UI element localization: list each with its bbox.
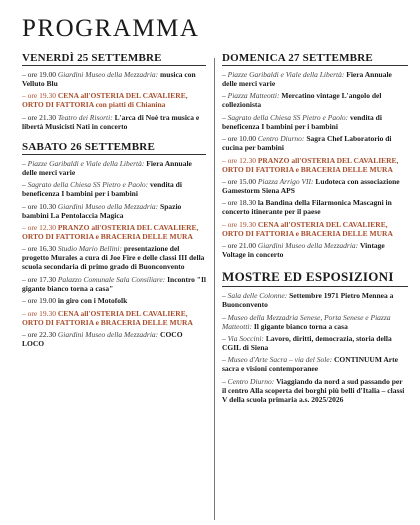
event-item <box>222 177 408 195</box>
event-text: PRANZO all'OSTERIA DEL CAVALIERE, ORTO DI FATTORIA e BRACERIA DELLE MURA <box>222 155 399 174</box>
event-item <box>222 355 408 373</box>
event-text: COCO LOCO <box>22 329 183 348</box>
event-item <box>222 241 408 259</box>
day-heading: SABATO 26 SETTEMBRE <box>22 141 206 155</box>
event-item <box>222 134 408 152</box>
event-place: Giardini Museo della Mezzadria: <box>257 241 359 251</box>
event-text: Fiera Annuale delle merci varie <box>22 158 192 177</box>
day-heading: VENERDÌ 25 SETTEMBRE <box>22 52 206 66</box>
event-place: Giardini Museo della Mezzadria: <box>57 70 159 79</box>
event-text: Incontro "Il gigante bianco torna a casa" <box>22 274 206 293</box>
event-text: in giro con i Motofolk <box>57 296 128 306</box>
event-item <box>22 159 206 177</box>
page-title: PROGRAMMA <box>22 15 200 42</box>
column-divider <box>214 58 215 520</box>
event-place: Sala delle Colonne: <box>227 291 288 301</box>
event-time: ore 12.30 <box>27 222 56 232</box>
event-text: Viaggiando da nord a sud passando per il centro Alla scoperta dei borghi più belli d'Italia – classi V della scuola primaria a.s. 2025/2026 <box>222 376 405 404</box>
event-text: Settembre 1971 Pietro Mennea a Buonconvento <box>222 291 394 310</box>
event-item <box>222 70 408 88</box>
dash-marker: – <box>22 112 28 122</box>
event-place: Museo della Mezzadria Senese, Porta Senese e Piazza Matteotti: <box>222 312 391 331</box>
day-heading: DOMENICA 27 SETTEMBRE <box>222 52 408 66</box>
event-place: Studio Mario Bellini: <box>57 244 122 254</box>
event-time: ore 12.30 <box>227 155 256 165</box>
dash-marker: – <box>22 70 28 79</box>
event-place: Teatro dei Risorti: <box>57 112 113 122</box>
event-text: musica con Velluto Blu <box>22 70 196 88</box>
dash-marker: – <box>22 329 28 339</box>
dash-marker: – <box>222 241 228 251</box>
event-time: ore 10.30 <box>27 201 56 211</box>
event-time: ore 21.00 <box>227 241 256 251</box>
event-place: Piazze Garibaldi e Viale della Libertà: <box>227 70 345 79</box>
day-heading: MOSTRE ED ESPOSIZIONI <box>222 269 408 287</box>
event-text: CENA all'OSTERIA DEL CAVALIERE, ORTO DI FATTORIA e BRACERIA DELLE MURA <box>22 308 193 327</box>
event-place: Piazza Matteotti: <box>227 91 280 101</box>
event-item <box>222 334 408 352</box>
event-text: la Bandina della Filarmonica Mascagni in concerto itinerante per il paese <box>222 198 392 217</box>
event-text: Lavoro, diritti, democrazia, storia della CGIL di Siena <box>222 333 392 352</box>
event-text: PRANZO all'OSTERIA DEL CAVALIERE, ORTO DI FATTORIA e BRACERIA DELLE MURA <box>22 222 199 241</box>
dash-marker: – <box>222 91 228 101</box>
event-item <box>222 291 408 309</box>
event-text: CENA all'OSTERIA DEL CAVALIERE, ORTO DI FATTORIA e BRACERIA DELLE MURA <box>222 219 393 238</box>
event-text: Il gigante bianco torna a casa <box>253 321 348 331</box>
event-item <box>22 296 206 305</box>
event-item <box>222 198 408 216</box>
meal-event <box>22 309 206 327</box>
event-item <box>222 91 408 109</box>
event-text: CENA all'OSTERIA DEL CAVALIERE, ORTO DI FATTORIA con piatti di Chianina <box>22 91 188 110</box>
dash-marker: – <box>222 376 228 386</box>
dash-marker: – <box>22 158 28 168</box>
event-text: L'arca di Noè tra musica e libertà Musicisti Nati in concerto <box>22 112 200 131</box>
event-place: Piazza Arrigo VII: <box>257 176 314 186</box>
dash-marker: – <box>222 155 228 165</box>
meal-event <box>22 223 206 241</box>
event-place: Giardini Museo della Mezzadria: <box>57 329 159 339</box>
event-time: ore 10.00 <box>227 134 256 144</box>
dash-marker: – <box>22 201 28 211</box>
event-place: Centro Diurno: <box>257 134 305 144</box>
event-text: Fiera Annuale delle merci varie <box>222 70 392 88</box>
event-time: ore 21.30 <box>27 112 56 122</box>
dash-marker: – <box>222 312 228 322</box>
dash-marker: – <box>22 91 28 101</box>
dash-marker: – <box>22 274 28 284</box>
event-time: ore 16.30 <box>27 244 56 254</box>
event-text: CONTINUUM Arte sacra e visioni contemporanee <box>222 355 398 374</box>
dash-marker: – <box>222 219 228 229</box>
meal-event <box>222 156 408 174</box>
event-text: vendita di beneficenza I bambini per i bambini <box>222 112 382 131</box>
event-time: ore 15.00 <box>227 176 256 186</box>
event-time: ore 19.00 <box>27 70 56 79</box>
event-place: Piazze Garibaldi e Viale della Libertà: <box>27 158 145 168</box>
dash-marker: – <box>22 308 28 318</box>
event-item <box>222 313 408 331</box>
event-place: Via Soccini: <box>227 333 264 343</box>
dash-marker: – <box>22 180 28 190</box>
event-text: Sagra Chef Laboratorio di cucina per bambini <box>222 134 392 153</box>
event-time: ore 19.30 <box>27 308 56 318</box>
event-time: ore 19.30 <box>227 219 256 229</box>
left-column <box>22 52 206 351</box>
right-column <box>222 52 408 407</box>
event-item <box>22 70 206 88</box>
event-item <box>222 113 408 131</box>
event-item <box>22 202 206 220</box>
dash-marker: – <box>222 333 228 343</box>
event-time: ore 17.30 <box>27 274 56 284</box>
event-text: Ludoteca con associazione Gamestorm Siena APS <box>222 176 400 195</box>
event-place: Centro Diurno: <box>227 376 275 386</box>
event-place: Giardini Museo della Mezzadria: <box>57 201 159 211</box>
dash-marker: – <box>22 222 28 232</box>
dash-marker: – <box>222 134 228 144</box>
dash-marker: – <box>222 198 228 208</box>
event-time: ore 19.30 <box>27 91 56 101</box>
dash-marker: – <box>222 70 228 79</box>
event-place: Museo d'Arte Sacra – via del Sole: <box>227 355 333 365</box>
event-text: Mercatino vintage L'angolo del collezionista <box>222 91 382 110</box>
dash-marker: – <box>222 112 228 122</box>
dash-marker: – <box>22 244 28 254</box>
meal-event <box>22 91 206 109</box>
event-time: ore 22.30 <box>27 329 56 339</box>
event-place: Sagrato della Chiesa SS Pietro e Paolo: <box>227 112 349 122</box>
dash-marker: – <box>222 176 228 186</box>
event-text: Spazio bambini La Pentolaccia Magica <box>22 201 182 220</box>
meal-event <box>222 220 408 238</box>
event-item <box>22 180 206 198</box>
event-item <box>22 330 206 348</box>
event-text: Vintage Voltage in concerto <box>222 241 385 260</box>
event-place: Palazzo Comunale Sala Consiliare: <box>57 274 166 284</box>
event-item <box>22 275 206 293</box>
event-time: ore 19.00 <box>27 296 56 306</box>
event-item <box>22 113 206 131</box>
dash-marker: – <box>22 296 28 306</box>
dash-marker: – <box>222 355 228 365</box>
event-time: ore 18.30 <box>227 198 256 208</box>
event-item <box>222 377 408 404</box>
event-item <box>22 244 206 271</box>
event-text: presentazione del progetto Murales a cura di Joe Fire e delle classi III della scuola secondaria di primo grado di Buonconvento <box>22 244 205 272</box>
dash-marker: – <box>222 291 228 301</box>
event-place: Sagrato della Chiesa SS Pietro e Paolo: <box>27 180 149 190</box>
event-text: vendita di beneficenza I bambini per i bambini <box>22 180 182 199</box>
